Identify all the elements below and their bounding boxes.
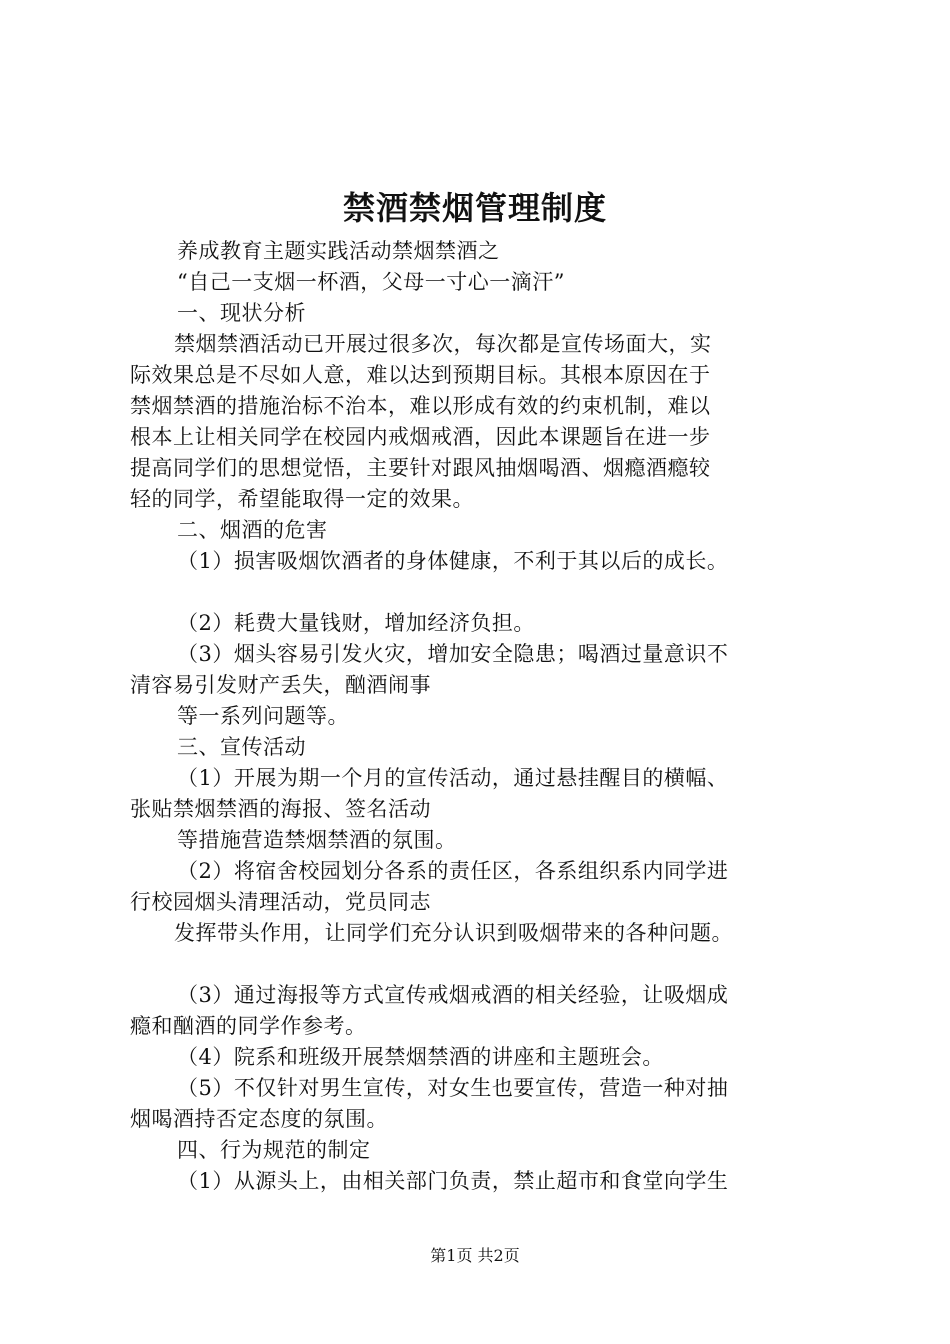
paragraph-line: 禁烟禁酒活动已开展过很多次，每次都是宣传场面大，实 bbox=[174, 332, 712, 356]
paragraph-line: 清容易引发财产丢失，酗酒闹事 bbox=[130, 673, 431, 697]
list-item: （1）损害吸烟饮酒者的身体健康，不利于其以后的成长。 bbox=[177, 549, 729, 573]
page-footer: 第1页 共2页 bbox=[430, 1246, 520, 1265]
paragraph-line: 轻的同学，希望能取得一定的效果。 bbox=[130, 487, 474, 511]
paragraph-line: 际效果总是不尽如人意，难以达到预期目标。其根本原因在于 bbox=[130, 363, 711, 387]
section-heading: 一、现状分析 bbox=[177, 301, 306, 325]
paragraph-line: “自己一支烟一杯酒，父母一寸心一滴汗” bbox=[177, 270, 565, 294]
document-title: 禁酒禁烟管理制度 bbox=[342, 189, 607, 227]
paragraph-line: 根本上让相关同学在校园内戒烟戒酒，因此本课题旨在进一步 bbox=[130, 425, 711, 449]
section-heading: 三、宣传活动 bbox=[177, 735, 306, 759]
paragraph-line: 禁烟禁酒的措施治标不治本，难以形成有效的约束机制，难以 bbox=[130, 394, 711, 418]
blank-line bbox=[130, 949, 830, 980]
document-body bbox=[130, 236, 830, 1197]
blank-line bbox=[130, 577, 830, 608]
list-item: （5）不仅针对男生宣传，对女生也要宣传，营造一种对抽 bbox=[177, 1076, 729, 1100]
paragraph-line: 发挥带头作用，让同学们充分认识到吸烟带来的各种问题。 bbox=[174, 921, 733, 945]
paragraph-line: 等一系列问题等。 bbox=[177, 704, 349, 728]
section-heading: 四、行为规范的制定 bbox=[177, 1138, 371, 1162]
section-heading: 二、烟酒的危害 bbox=[177, 518, 328, 542]
list-item: （4）院系和班级开展禁烟禁酒的讲座和主题班会。 bbox=[177, 1045, 664, 1069]
list-item: （1）开展为期一个月的宣传活动，通过悬挂醒目的横幅、 bbox=[177, 766, 729, 790]
paragraph-line: 行校园烟头清理活动，党员同志 bbox=[130, 890, 431, 914]
paragraph-line: 养成教育主题实践活动禁烟禁酒之 bbox=[177, 239, 500, 263]
list-item: （2）耗费大量钱财，增加经济负担。 bbox=[177, 611, 535, 635]
list-item: （1）从源头上，由相关部门负责，禁止超市和食堂向学生 bbox=[177, 1169, 729, 1193]
list-item: （2）将宿舍校园划分各系的责任区，各系组织系内同学进 bbox=[177, 859, 729, 883]
paragraph-line: 烟喝酒持否定态度的氛围。 bbox=[130, 1107, 388, 1131]
paragraph-line: 等措施营造禁烟禁酒的氛围。 bbox=[177, 828, 457, 852]
paragraph-line: 瘾和酗酒的同学作参考。 bbox=[130, 1014, 367, 1038]
paragraph-line: 提高同学们的思想觉悟，主要针对跟风抽烟喝酒、烟瘾酒瘾较 bbox=[130, 456, 711, 480]
paragraph-line: 张贴禁烟禁酒的海报、签名活动 bbox=[130, 797, 431, 821]
list-item: （3）通过海报等方式宣传戒烟戒酒的相关经验，让吸烟成 bbox=[177, 983, 729, 1007]
list-item: （3）烟头容易引发火灾，增加安全隐患；喝酒过量意识不 bbox=[177, 642, 729, 666]
